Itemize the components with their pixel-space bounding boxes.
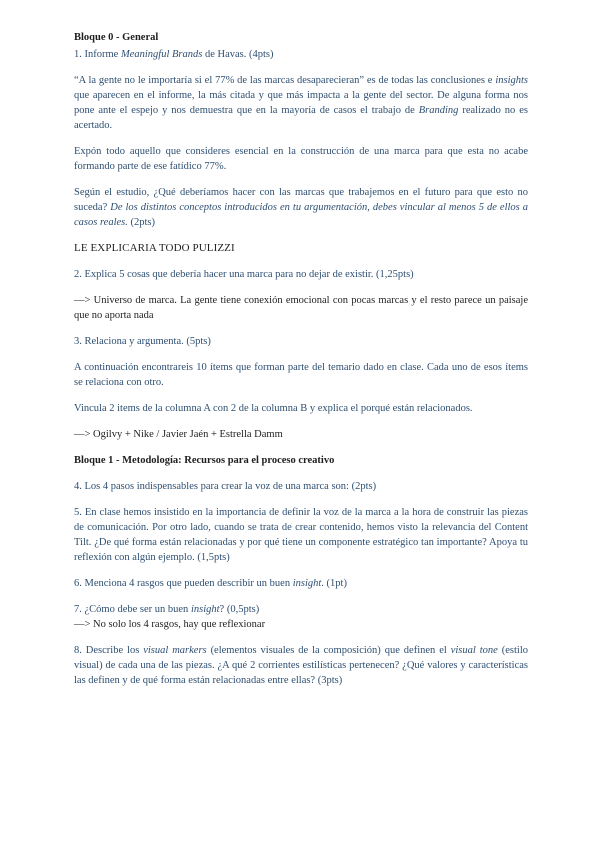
answer-question-2: —> Universo de marca. La gente tiene conexión emocional con pocas marcas y el resto parece un paisaje que no aporta nada xyxy=(74,295,528,321)
quote-italic2: Branding xyxy=(418,105,459,116)
question-7 xyxy=(74,602,528,617)
answer-question-3: —> Ogilvy + Nike / Javier Jaén + Estrella Damm xyxy=(74,429,283,440)
question-7-suffix: ? (0,5pts) xyxy=(219,604,260,615)
expon-paragraph: Expón todo aquello que consideres esencial en la construcción de una marca para que esta no acabe formando parte de ese fatídico 77%. xyxy=(74,146,528,172)
question-8-italic2: visual tone xyxy=(450,645,498,656)
answer-question-7: —> No solo los 4 rasgos, hay que reflexionar xyxy=(74,619,266,630)
question-8 xyxy=(74,643,528,688)
quote-part2: que aparecen en el informe, la más citada y que más impacta a la gente del sector. De alguna forma nos pone ante el espejo y nos demuestra que en la mayoría de casos el trabajo de xyxy=(74,90,528,116)
quote-italic1: insights xyxy=(495,75,528,86)
question-3-instruction: Vincula 2 items de la columna A con 2 de la columna B y explica el porqué están relacionados. xyxy=(74,403,473,414)
question-3-text: A continuación encontrareis 10 ítems que forman parte del temario dado en clase. Cada uno de esos ítems se relaciona con otro. xyxy=(74,362,528,388)
block1-title: Bloque 1 - Metodología: Recursos para el proceso creativo xyxy=(74,455,335,466)
answer-pulizzi: LE EXPLICARIA TODO PULIZZI xyxy=(74,242,235,254)
question-3: 3. Relaciona y argumenta. (5pts) xyxy=(74,336,211,347)
question-1-prefix: 1. Informe xyxy=(74,49,121,60)
quote-part1: “A la gente no le importaría si el 77% de las marcas desaparecieran” es de todas las conclusiones e xyxy=(74,75,496,86)
question-1 xyxy=(74,47,528,62)
segun-part1: Según el estudio, ¿Qué deberíamos hacer con las marcas que trabajemos en el futuro para que esto no suceda? xyxy=(74,187,528,213)
question-8-part1: 8. Describe los xyxy=(74,645,144,656)
question-6-prefix: 6. Menciona 4 rasgos que pueden describir un buen xyxy=(74,578,293,589)
question-1-italic: Meaningful Brands xyxy=(120,49,203,60)
question-2: 2. Explica 5 cosas que debería hacer una marca para no dejar de existir. (1,25pts) xyxy=(74,269,414,280)
quote-part3: realizado no es acertado. xyxy=(74,105,528,131)
document-body xyxy=(74,30,528,688)
question-6-suffix: . (1pt) xyxy=(321,578,347,589)
segun-paragraph xyxy=(74,185,528,230)
question-6 xyxy=(74,576,528,591)
question-1-suffix: de Havas. (4pts) xyxy=(202,49,274,60)
segun-italic: De los distintos conceptos introducidos en tu argumentación, debes vincular al menos 5 de ellos a casos reales. xyxy=(74,202,528,228)
question-8-italic1: visual markers xyxy=(143,645,207,656)
question-8-part3: (estilo visual) de cada una de las piezas. ¿A qué 2 corrientes estilísticas pertenecen? ¿Qué valores y características las definen y de qué forma están relacionadas entre ellas? (3pts) xyxy=(74,645,528,686)
block0-title: Bloque 0 - General xyxy=(74,32,159,43)
question-8-part2: (elementos visuales de la composición) que definen el xyxy=(206,645,451,656)
question-7-prefix: 7. ¿Cómo debe ser un buen xyxy=(74,604,191,615)
question-5: 5. En clase hemos insistido en la importancia de definir la voz de la marca a la hora de construir las piezas de comunicación. Por otro lado, cuando se trata de crear contenido, hemos visto la relevancia del Content Tilt. ¿De qué forma están relacionadas y por qué tiene un componente estratégico tan importante? Apoya tu reflexión con algún ejemplo. (1,5pts) xyxy=(74,507,528,563)
question-7-italic: insight xyxy=(190,604,220,615)
question-6-italic: insight xyxy=(292,578,322,589)
segun-part2: (2pts) xyxy=(127,217,155,228)
quote-paragraph xyxy=(74,73,528,133)
question-4: 4. Los 4 pasos indispensables para crear la voz de una marca son: (2pts) xyxy=(74,481,377,492)
